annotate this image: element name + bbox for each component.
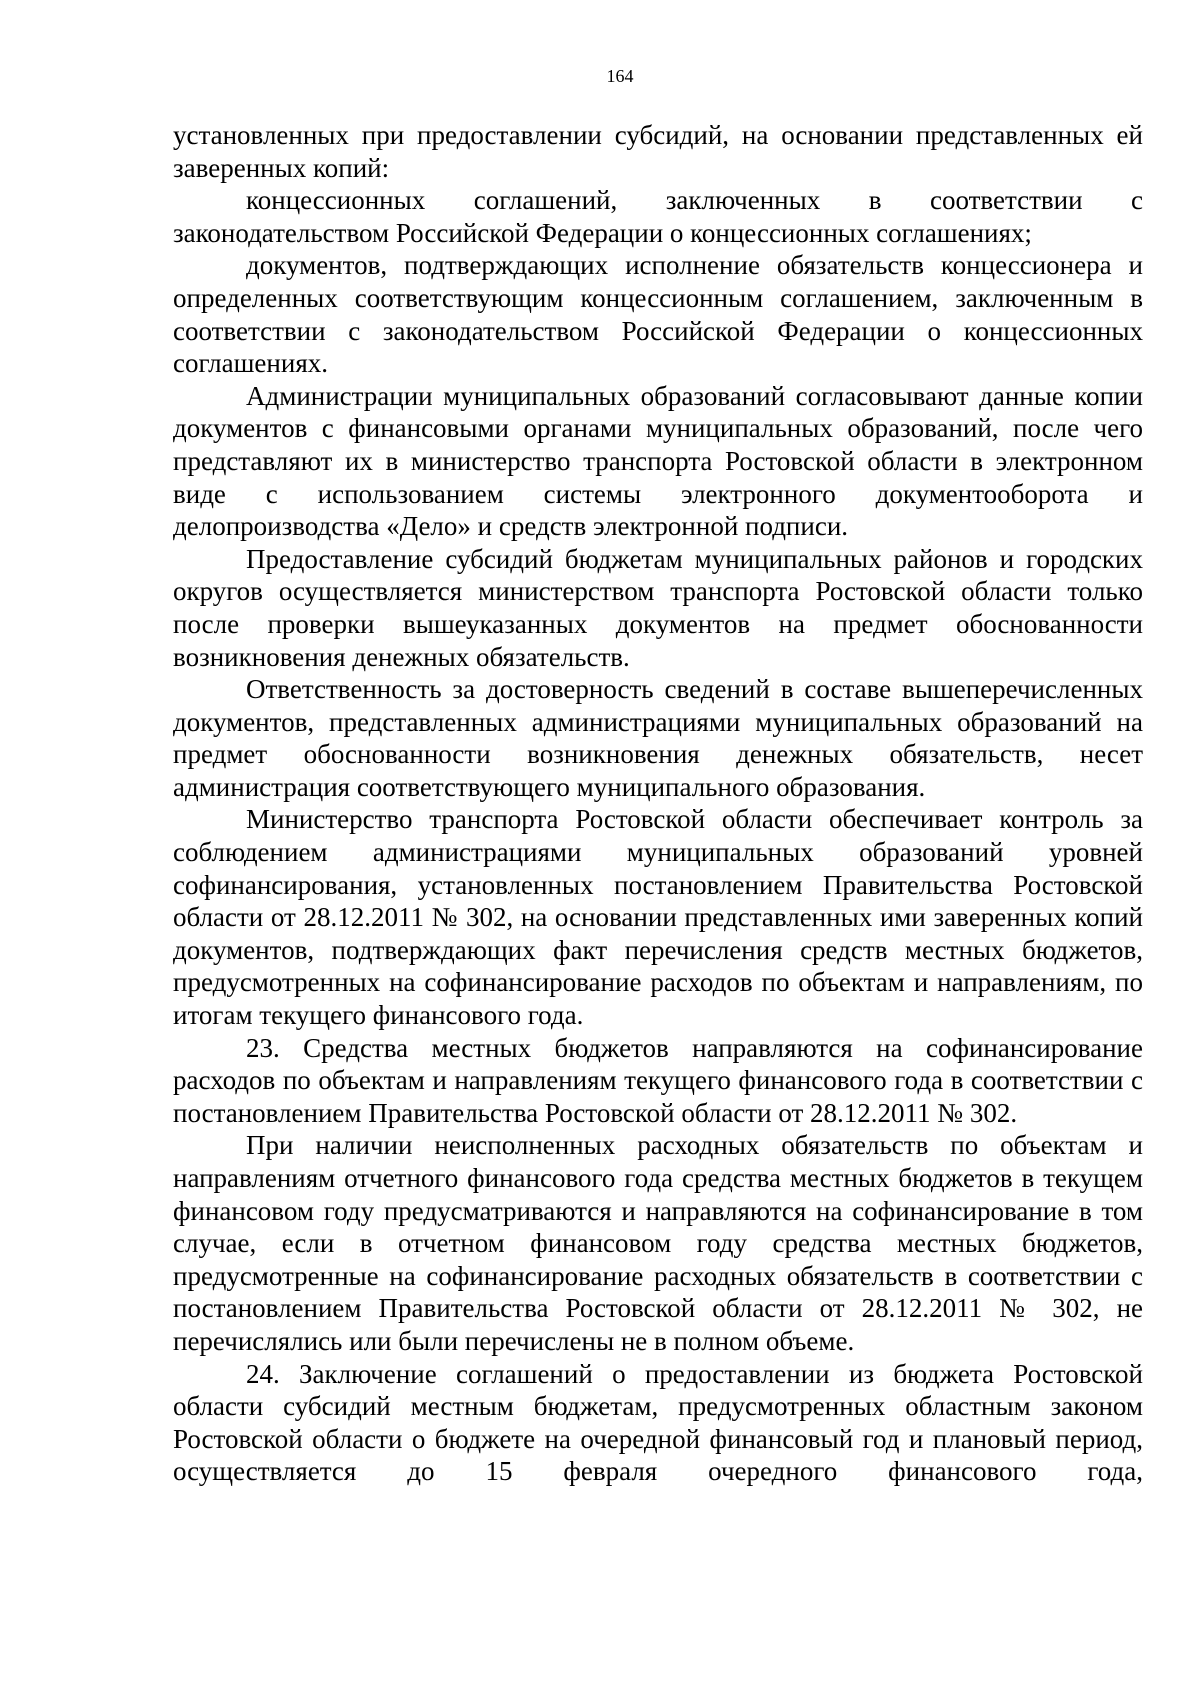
page-number: 164 [606,66,634,86]
paragraph: Ответственность за достоверность сведений в составе вышеперечисленных документов, представленных администрациями муниципальных образований на предмет обоснованности возникновения денежных обязательств, несет администрация соответствующего муниципального образования. [173,674,1143,802]
paragraph: Министерство транспорта Ростовской области обеспечивает контроль за соблюдением администрациями муниципальных образований уровней софинансирования, установленных постановлением Правительства Ростовской области от 28.12.2011 № 302, на основании представленных ими заверенных копий документов, подтверждающих факт перечисления средств местных бюджетов, предусмотренных на софинансирование расходов по объектам и направлениям, по итогам текущего финансового года. [173,804,1143,1031]
paragraph: 24. Заключение соглашений о предоставлении из бюджета Ростовской области субсидий местным бюджетам, предусмотренных областным законом Ростовской области о бюджете на очередной финансовый год и плановый период, осуществляется до 15 февраля очередного финансового года, [173,1358,1143,1487]
paragraph: концессионных соглашений, заключенных в соответствии с законодательством Российской Федерации о концессионных соглашениях; [173,185,1143,248]
paragraph: При наличии неисполненных расходных обязательств по объектам и направлениям отчетного финансового года средства местных бюджетов в текущем финансовом году предусматриваются и направляются на софинансирование в том случае, если в отчетном финансовом году средства местных бюджетов, предусмотренные на софинансирование расходных обязательств в соответствии с постановлением Правительства Ростовской области от 28.12.2011 № 302, не перечислялись или были перечислены не в полном объеме. [173,1130,1143,1356]
paragraph: 23. Средства местных бюджетов направляются на софинансирование расходов по объектам и направлениям текущего финансового года в соответствии с постановлением Правительства Ростовской области от 28.12.2011 № 302. [173,1032,1143,1128]
paragraph: документов, подтверждающих исполнение обязательств концессионера и определенных соответствующим концессионным соглашением, заключенным в соответствии с законодательством Российской Федерации о концессионных соглашениях. [173,250,1143,379]
body-text [173,119,1143,1488]
paragraph: Предоставление субсидий бюджетам муниципальных районов и городских округов осуществляется министерством транспорта Ростовской области только после проверки вышеуказанных документов на предмет обоснованности возникновения денежных обязательств. [173,543,1143,672]
paragraph: Администрации муниципальных образований согласовывают данные копии документов с финансовыми органами муниципальных образований, после чего представляют их в министерство транспорта Ростовской области в электронном виде с использованием системы электронного документооборота и делопроизводства «Дело» и средств электронной подписи. [173,380,1143,542]
paragraph: установленных при предоставлении субсидий, на основании представленных ей заверенных копий: [173,120,1143,183]
